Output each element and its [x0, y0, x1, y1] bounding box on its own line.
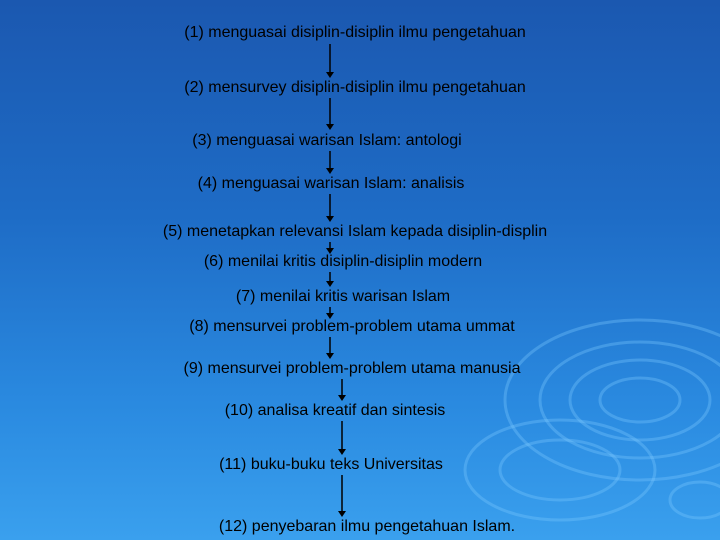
arrow-2-to-3 [326, 98, 334, 130]
step-7: (7) menilai kritis warisan Islam [235, 288, 451, 305]
arrow-8-to-9 [326, 337, 334, 359]
step-1: (1) menguasai disiplin-disiplin ilmu pengetahuan [184, 24, 526, 41]
step-12: (12) penyebaran ilmu pengetahuan Islam. [218, 518, 516, 535]
arrow-11-to-12 [338, 475, 346, 517]
step-8: (8) mensurvei problem-problem utama ummat [189, 318, 515, 335]
step-9: (9) mensurvei problem-problem utama manusia [183, 360, 521, 377]
arrow-3-to-4 [326, 151, 334, 174]
step-6: (6) menilai kritis disiplin-disiplin modern [203, 253, 483, 270]
arrow-9-to-10 [338, 379, 346, 401]
arrow-10-to-11 [338, 421, 346, 455]
arrow-4-to-5 [326, 194, 334, 222]
step-5: (5) menetapkan relevansi Islam kepada disiplin-displin [162, 223, 548, 240]
step-4: (4) menguasai warisan Islam: analisis [197, 175, 465, 192]
step-3: (3) menguasai warisan Islam: antologi [192, 132, 462, 149]
step-2: (2) mensurvey disiplin-disiplin ilmu pengetahuan [184, 79, 526, 96]
step-11: (11) buku-buku teks Universitas [219, 456, 443, 473]
step-10: (10) analisa kreatif dan sintesis [224, 402, 446, 419]
arrow-1-to-2 [326, 44, 334, 78]
arrow-6-to-7 [326, 272, 334, 287]
